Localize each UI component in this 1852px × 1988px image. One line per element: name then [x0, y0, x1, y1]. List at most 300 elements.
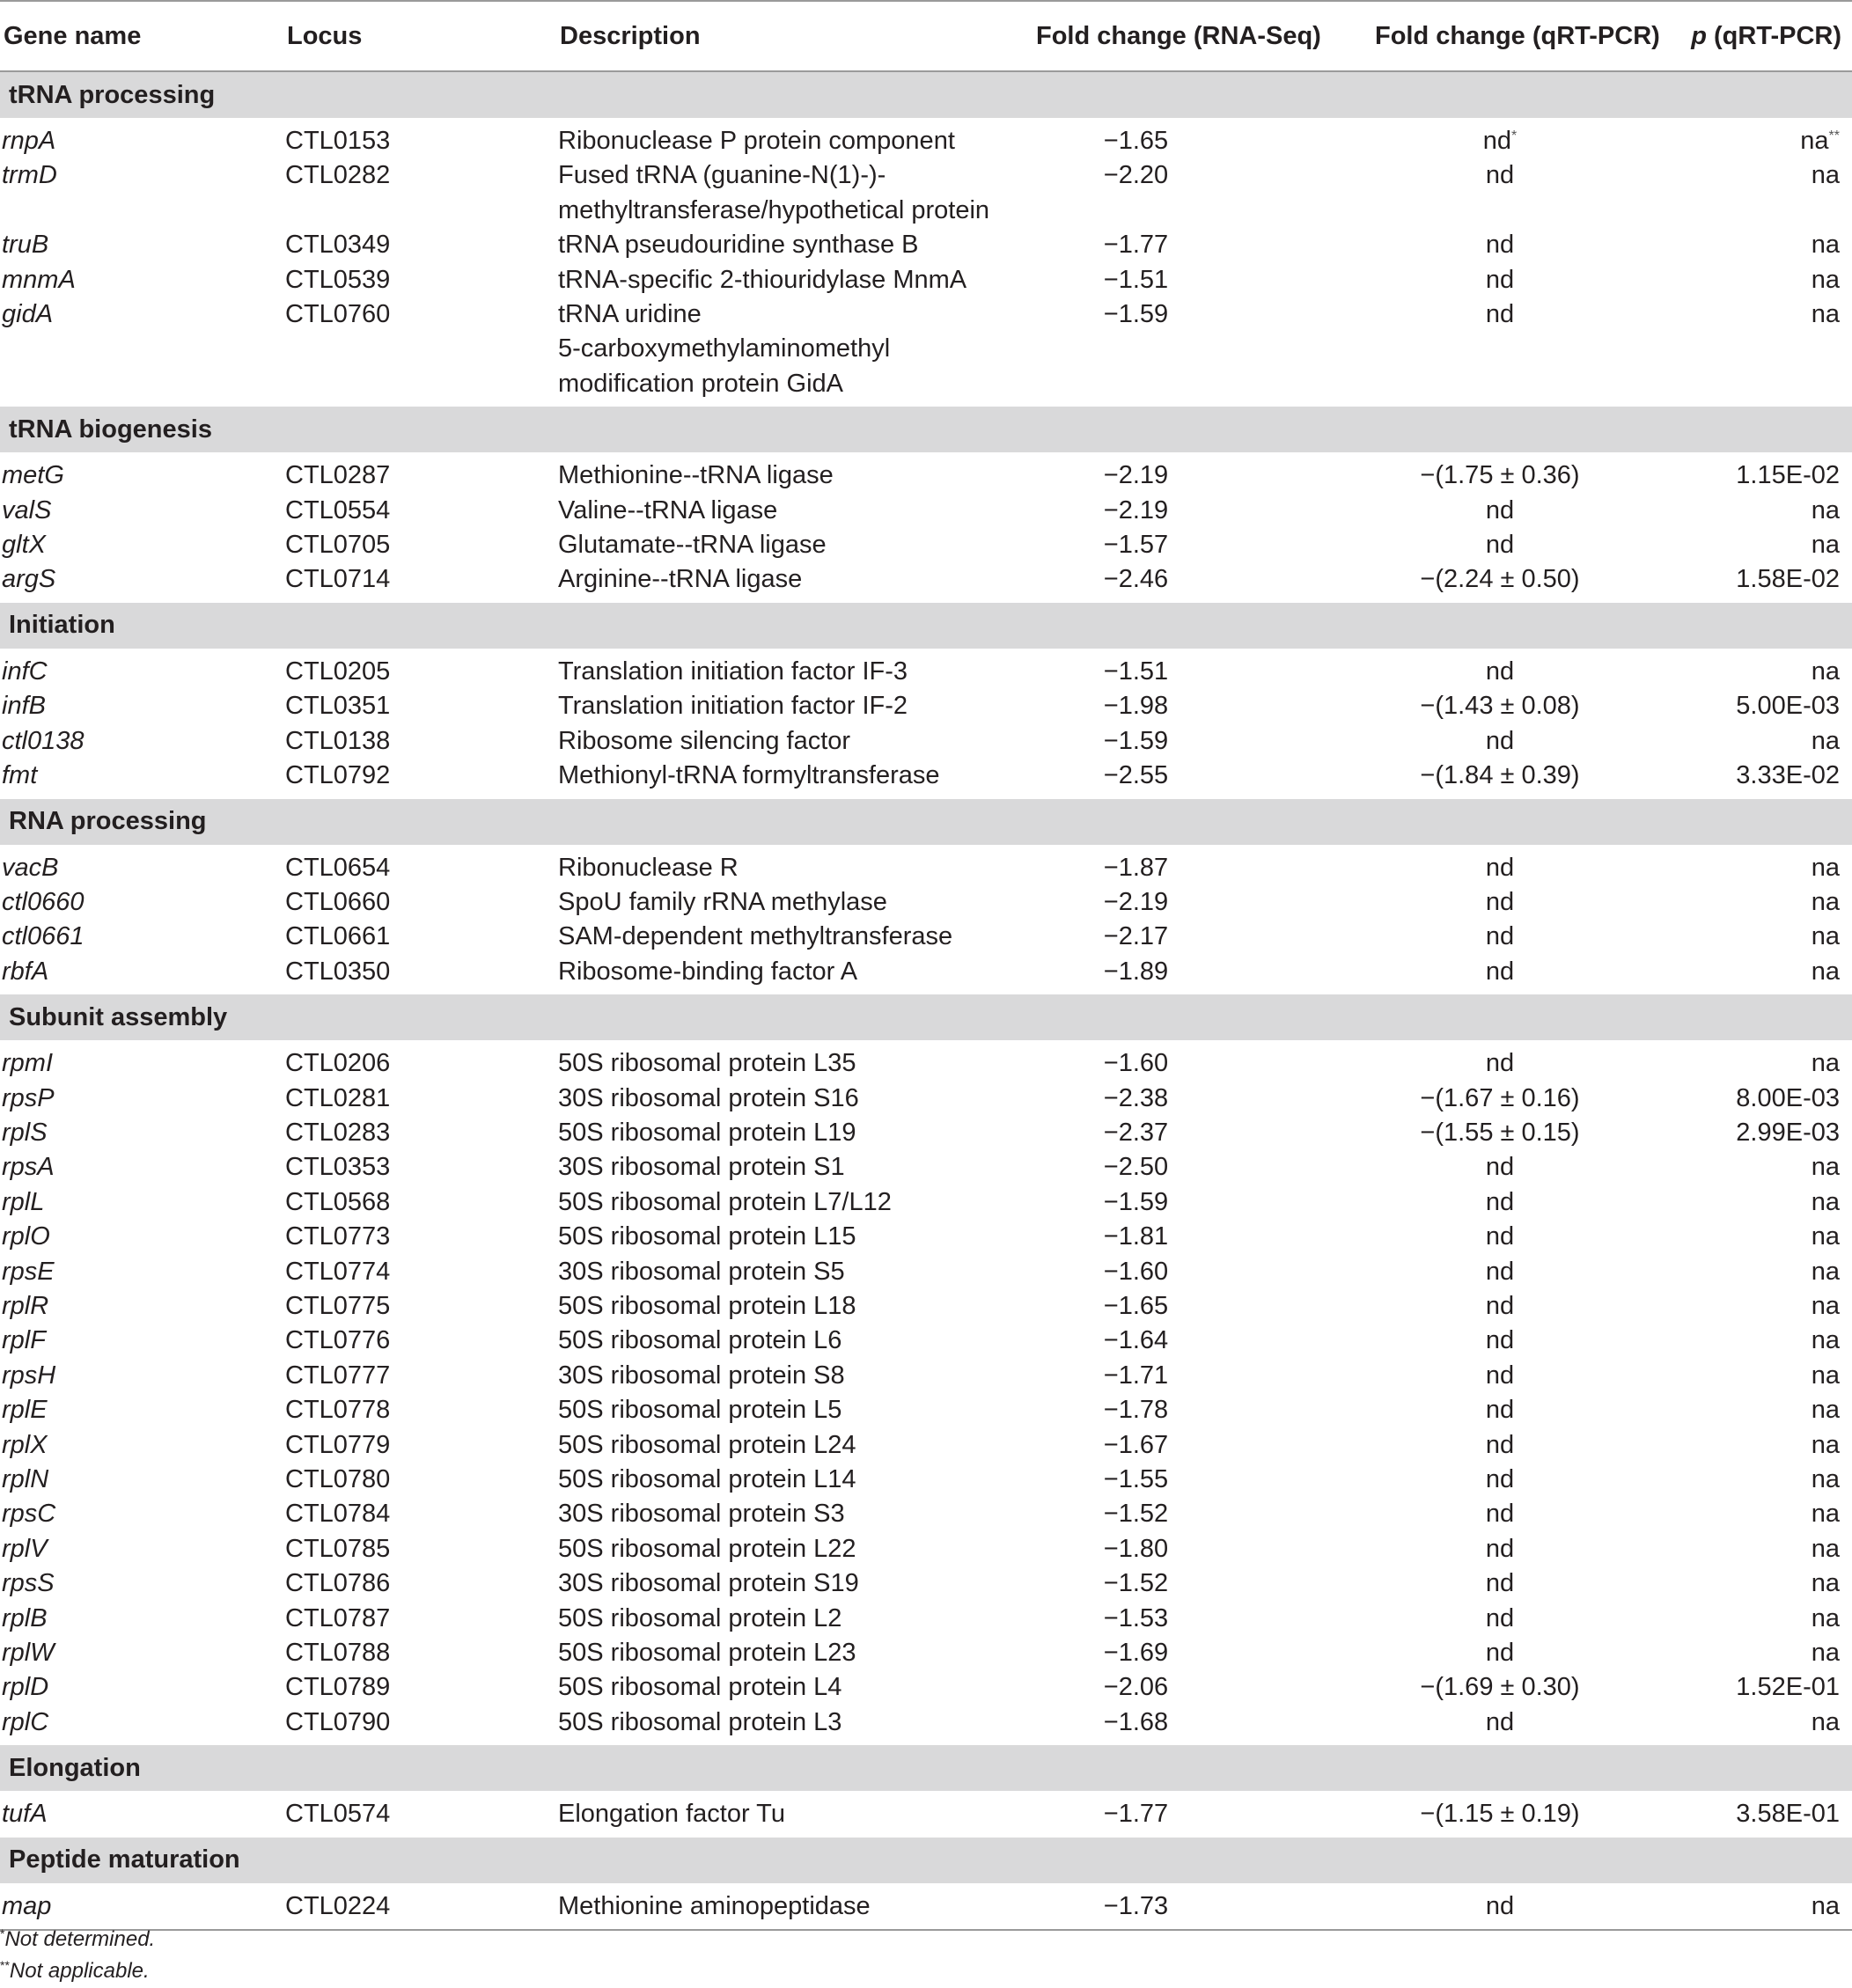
gene-name-cell-text: mnmA — [2, 265, 76, 294]
locus-cell-text: CTL0787 — [285, 1603, 391, 1632]
table-row — [0, 1359, 1852, 1393]
p-value-cell — [1658, 759, 1852, 798]
gene-name-cell — [0, 955, 283, 994]
locus-cell-text: CTL0773 — [285, 1222, 391, 1251]
fold-change-rnaseq-cell — [1036, 562, 1333, 602]
p-value-cell-text: na — [1811, 853, 1840, 882]
locus-cell — [283, 845, 556, 885]
header-row — [0, 1, 1852, 71]
table-row — [0, 494, 1852, 528]
section-header-row — [0, 1745, 1852, 1791]
table-row — [0, 885, 1852, 920]
fold-change-qrtpcr-cell — [1333, 528, 1658, 562]
p-value-cell-text: 1.52E-01 — [1736, 1673, 1840, 1702]
p-value-cell-text: na — [1811, 300, 1840, 329]
gene-name-cell — [0, 118, 283, 158]
gene-name-cell-text: rplF — [2, 1326, 46, 1355]
description-line: 50S ribosomal protein L24 — [558, 1430, 856, 1459]
description-line: 50S ribosomal protein L18 — [558, 1291, 856, 1320]
header-fold-change-rnaseq: Fold change (RNA-Seq) — [1036, 1, 1333, 71]
gene-name-cell-text: tufA — [2, 1800, 48, 1829]
table-row — [0, 228, 1852, 262]
table-row — [0, 1393, 1852, 1427]
p-value-cell-text: na — [1811, 1500, 1840, 1529]
description-cell — [556, 1602, 1036, 1636]
fold-change-qrtpcr-cell-text: nd — [1485, 1639, 1515, 1668]
description-line: Translation initiation factor IF-2 — [558, 692, 908, 721]
p-value-cell — [1658, 494, 1852, 528]
p-value-cell — [1658, 920, 1852, 954]
fold-change-rnaseq-cell — [1036, 1116, 1333, 1150]
p-value-cell — [1658, 1150, 1852, 1185]
gene-name-cell — [0, 1324, 283, 1358]
fold-change-rnaseq-cell — [1036, 955, 1333, 994]
table-body — [0, 71, 1852, 1930]
gene-name-cell-text: infB — [2, 692, 46, 721]
gene-name-cell — [0, 1220, 283, 1254]
description-cell — [556, 920, 1036, 954]
description-line: Ribosome silencing factor — [558, 726, 851, 755]
p-value-cell — [1658, 158, 1852, 228]
fold-change-qrtpcr-cell-text: nd — [1485, 1326, 1515, 1355]
fold-change-rnaseq-cell — [1036, 724, 1333, 759]
p-value-cell-text: na — [1811, 957, 1840, 986]
gene-name-cell — [0, 649, 283, 689]
description-line: Arginine--tRNA ligase — [558, 565, 803, 594]
description-line: Methionine--tRNA ligase — [558, 461, 834, 490]
description-cell — [556, 1791, 1036, 1837]
gene-name-cell-text: rplS — [2, 1118, 48, 1147]
fold-change-rnaseq-cell-text: −1.89 — [1103, 957, 1169, 986]
gene-name-cell — [0, 1636, 283, 1670]
description-cell — [556, 1463, 1036, 1497]
p-value-cell — [1658, 1359, 1852, 1393]
gene-name-cell — [0, 1040, 283, 1081]
locus-cell — [283, 494, 556, 528]
gene-name-cell — [0, 1428, 283, 1463]
fold-change-rnaseq-cell-text: −1.87 — [1103, 853, 1169, 882]
locus-cell-text: CTL0138 — [285, 726, 391, 755]
gene-name-cell-text: map — [2, 1891, 52, 1920]
fold-change-qrtpcr-cell-text: −(1.69 ± 0.30) — [1420, 1673, 1580, 1702]
fold-change-qrtpcr-cell — [1333, 1566, 1658, 1601]
fold-change-qrtpcr-cell-text: nd — [1485, 853, 1515, 882]
fold-change-qrtpcr-cell-text: nd — [1485, 1049, 1515, 1078]
locus-cell-text: CTL0205 — [285, 657, 391, 686]
p-value-cell-text: na — [1811, 1153, 1840, 1182]
fold-change-rnaseq-cell-text: −1.53 — [1103, 1603, 1169, 1632]
fold-change-qrtpcr-cell — [1333, 1463, 1658, 1497]
locus-cell — [283, 297, 556, 407]
fold-change-rnaseq-cell-text: −1.69 — [1103, 1639, 1169, 1668]
gene-name-cell-text: rnpA — [2, 127, 56, 155]
description-cell — [556, 1040, 1036, 1081]
locus-cell-text: CTL0287 — [285, 461, 391, 490]
p-value-cell-text: 1.15E-02 — [1736, 461, 1840, 490]
description-line: 50S ribosomal protein L35 — [558, 1049, 856, 1078]
locus-cell — [283, 649, 556, 689]
description-cell — [556, 1289, 1036, 1324]
gene-name-cell — [0, 759, 283, 798]
fold-change-qrtpcr-cell — [1333, 1150, 1658, 1185]
description-cell — [556, 1670, 1036, 1705]
locus-cell — [283, 1150, 556, 1185]
fold-change-rnaseq-cell-text: −2.50 — [1103, 1153, 1169, 1182]
fold-change-qrtpcr-cell-text: nd — [1485, 957, 1515, 986]
table-row — [0, 1532, 1852, 1566]
locus-cell — [283, 759, 556, 798]
description-line: 50S ribosomal protein L23 — [558, 1639, 856, 1668]
description-line: Methionyl-tRNA formyltransferase — [558, 761, 940, 790]
gene-name-cell-text: argS — [2, 565, 56, 594]
gene-name-cell-text: gidA — [2, 300, 54, 329]
p-value-cell-text: 1.58E-02 — [1736, 565, 1840, 594]
description-line: Translation initiation factor IF-3 — [558, 657, 908, 686]
gene-name-cell-text: rpsC — [2, 1500, 56, 1529]
table-row — [0, 724, 1852, 759]
header-p-value — [1658, 1, 1852, 71]
section-title: tRNA biogenesis — [0, 407, 1852, 452]
fold-change-qrtpcr-cell — [1333, 955, 1658, 994]
description-line: 30S ribosomal protein S8 — [558, 1361, 845, 1390]
description-line: 50S ribosomal protein L2 — [558, 1603, 842, 1632]
locus-cell — [283, 1289, 556, 1324]
gene-name-cell — [0, 1602, 283, 1636]
gene-name-cell-text: ctl0660 — [2, 887, 85, 916]
locus-cell-text: CTL0349 — [285, 231, 391, 260]
fold-change-qrtpcr-cell-text: nd — [1485, 1396, 1515, 1425]
table-row — [0, 158, 1852, 228]
fold-change-qrtpcr-cell — [1333, 1040, 1658, 1081]
fold-change-rnaseq-cell-text: −1.60 — [1103, 1257, 1169, 1286]
fold-change-rnaseq-cell — [1036, 228, 1333, 262]
fold-change-rnaseq-cell-text: −2.55 — [1103, 761, 1169, 790]
p-value-cell — [1658, 528, 1852, 562]
p-value-cell — [1658, 118, 1852, 158]
p-value-cell — [1658, 1324, 1852, 1358]
fold-change-qrtpcr-cell-text: −(1.75 ± 0.36) — [1420, 461, 1580, 490]
fold-change-rnaseq-cell-text: −1.51 — [1103, 657, 1169, 686]
table-row — [0, 1428, 1852, 1463]
description-cell — [556, 228, 1036, 262]
fold-change-rnaseq-cell-text: −1.59 — [1103, 300, 1169, 329]
fold-change-qrtpcr-cell-text: nd — [1485, 1465, 1515, 1493]
description-line: modification protein GidA — [558, 369, 843, 398]
gene-name-cell — [0, 562, 283, 602]
description-line: 30S ribosomal protein S3 — [558, 1500, 845, 1529]
description-line: 30S ribosomal protein S1 — [558, 1153, 845, 1182]
locus-cell — [283, 885, 556, 920]
description-cell — [556, 1636, 1036, 1670]
description-line: 50S ribosomal protein L5 — [558, 1396, 842, 1425]
footnote-marker: ** — [1828, 128, 1840, 143]
fold-change-rnaseq-cell-text: −1.59 — [1103, 726, 1169, 755]
description-cell — [556, 118, 1036, 158]
gene-name-cell-text: rpsE — [2, 1257, 55, 1286]
fold-change-qrtpcr-cell — [1333, 297, 1658, 407]
table-row — [0, 1791, 1852, 1837]
description-line: 50S ribosomal protein L4 — [558, 1673, 842, 1702]
description-cell — [556, 1255, 1036, 1289]
p-value-cell-text: na — [1811, 1361, 1840, 1390]
fold-change-qrtpcr-cell — [1333, 845, 1658, 885]
fold-change-rnaseq-cell — [1036, 1463, 1333, 1497]
section-title: Elongation — [0, 1745, 1852, 1791]
gene-name-cell-text: truB — [2, 231, 49, 260]
fold-change-qrtpcr-cell — [1333, 1220, 1658, 1254]
fold-change-rnaseq-cell-text: −2.20 — [1103, 161, 1169, 190]
description-line: 50S ribosomal protein L3 — [558, 1707, 842, 1736]
section-title: RNA processing — [0, 799, 1852, 845]
locus-cell-text: CTL0539 — [285, 265, 391, 294]
gene-name-cell-text: rpsP — [2, 1083, 55, 1112]
fold-change-rnaseq-cell — [1036, 1566, 1333, 1601]
p-value-cell — [1658, 452, 1852, 493]
table-row — [0, 1150, 1852, 1185]
gene-name-cell — [0, 920, 283, 954]
fold-change-rnaseq-cell-text: −1.64 — [1103, 1326, 1169, 1355]
fold-change-rnaseq-cell-text: −1.57 — [1103, 531, 1169, 560]
locus-cell — [283, 1532, 556, 1566]
p-value-cell — [1658, 1566, 1852, 1601]
p-value-cell — [1658, 1220, 1852, 1254]
locus-cell-text: CTL0153 — [285, 127, 391, 155]
fold-change-qrtpcr-cell-text: nd — [1485, 495, 1515, 525]
table-row — [0, 955, 1852, 994]
locus-cell-text: CTL0777 — [285, 1361, 391, 1390]
section-header-row — [0, 71, 1852, 118]
fold-change-rnaseq-cell — [1036, 1532, 1333, 1566]
locus-cell-text: CTL0774 — [285, 1257, 391, 1286]
fold-change-qrtpcr-cell — [1333, 1324, 1658, 1358]
description-cell — [556, 885, 1036, 920]
description-line: Ribonuclease P protein component — [558, 127, 955, 155]
fold-change-rnaseq-cell — [1036, 1497, 1333, 1531]
p-value-cell — [1658, 1040, 1852, 1081]
p-value-cell — [1658, 724, 1852, 759]
header-locus: Locus — [283, 1, 556, 71]
fold-change-rnaseq-cell — [1036, 1185, 1333, 1220]
fold-change-rnaseq-cell-text: −2.19 — [1103, 461, 1169, 490]
fold-change-qrtpcr-cell — [1333, 1791, 1658, 1837]
locus-cell — [283, 1463, 556, 1497]
description-cell — [556, 1706, 1036, 1745]
table-row — [0, 1463, 1852, 1497]
gene-name-cell-text: vacB — [2, 853, 59, 882]
fold-change-rnaseq-cell-text: −1.52 — [1103, 1569, 1169, 1598]
description-cell — [556, 494, 1036, 528]
description-line: tRNA-specific 2-thiouridylase MnmA — [558, 265, 967, 294]
fold-change-qrtpcr-cell-text: nd — [1485, 1291, 1515, 1320]
description-cell — [556, 263, 1036, 297]
description-cell — [556, 158, 1036, 228]
p-value-cell — [1658, 1428, 1852, 1463]
p-value-cell — [1658, 689, 1852, 723]
description-cell — [556, 649, 1036, 689]
gene-name-cell-text: rpsA — [2, 1153, 55, 1182]
fold-change-rnaseq-cell-text: −1.71 — [1103, 1361, 1169, 1390]
fold-change-rnaseq-cell-text: −1.77 — [1103, 231, 1169, 260]
p-value-cell — [1658, 1791, 1852, 1837]
p-value-cell-text: na — [1811, 1707, 1840, 1736]
table-row — [0, 1185, 1852, 1220]
gene-name-cell-text: rplN — [2, 1465, 49, 1493]
fold-change-rnaseq-cell — [1036, 452, 1333, 493]
description-cell — [556, 1532, 1036, 1566]
p-value-cell-text: na — [1811, 1639, 1840, 1668]
p-value-cell-text: na — [1811, 1465, 1840, 1493]
p-value-cell-text: 5.00E-03 — [1736, 692, 1840, 721]
fold-change-qrtpcr-cell — [1333, 1255, 1658, 1289]
p-value-cell-text: na — [1811, 1534, 1840, 1563]
locus-cell — [283, 1670, 556, 1705]
p-value-cell-text: na — [1811, 1291, 1840, 1320]
gene-name-cell-text: rpsS — [2, 1569, 55, 1598]
fold-change-qrtpcr-cell-text: nd — [1485, 657, 1515, 686]
locus-cell-text: CTL0760 — [285, 300, 391, 329]
locus-cell-text: CTL0206 — [285, 1049, 391, 1078]
fold-change-qrtpcr-cell-text: −(1.55 ± 0.15) — [1420, 1118, 1580, 1147]
gene-name-cell — [0, 452, 283, 493]
gene-name-cell-text: rplX — [2, 1430, 48, 1459]
fold-change-rnaseq-cell-text: −1.52 — [1103, 1500, 1169, 1529]
description-cell — [556, 759, 1036, 798]
gene-name-cell — [0, 845, 283, 885]
locus-cell-text: CTL0790 — [285, 1707, 391, 1736]
fold-change-rnaseq-cell-text: −1.60 — [1103, 1049, 1169, 1078]
table-row — [0, 649, 1852, 689]
p-value-cell-text: na — [1811, 887, 1840, 916]
description-cell — [556, 562, 1036, 602]
fold-change-rnaseq-cell — [1036, 1602, 1333, 1636]
fold-change-rnaseq-cell — [1036, 1220, 1333, 1254]
p-value-cell — [1658, 1883, 1852, 1930]
fold-change-rnaseq-cell-text: −2.19 — [1103, 495, 1169, 525]
fold-change-qrtpcr-cell — [1333, 885, 1658, 920]
locus-cell — [283, 724, 556, 759]
fold-change-rnaseq-cell — [1036, 1883, 1333, 1930]
description-line: 30S ribosomal protein S5 — [558, 1257, 845, 1286]
gene-name-cell — [0, 1289, 283, 1324]
gene-name-cell — [0, 1150, 283, 1185]
gene-name-cell — [0, 689, 283, 723]
gene-name-cell — [0, 1082, 283, 1116]
fold-change-qrtpcr-cell — [1333, 118, 1658, 158]
fold-change-qrtpcr-cell-text: nd — [1485, 231, 1515, 260]
table-row — [0, 1706, 1852, 1745]
section-header-row — [0, 603, 1852, 649]
description-line: 50S ribosomal protein L6 — [558, 1326, 842, 1355]
locus-cell — [283, 1324, 556, 1358]
gene-name-cell — [0, 1185, 283, 1220]
description-cell — [556, 1428, 1036, 1463]
locus-cell-text: CTL0780 — [285, 1465, 391, 1493]
table-header — [0, 1, 1852, 71]
description-line: Elongation factor Tu — [558, 1800, 785, 1829]
description-line: SAM-dependent methyltransferase — [558, 922, 953, 951]
fold-change-rnaseq-cell-text: −2.38 — [1103, 1083, 1169, 1112]
fold-change-qrtpcr-cell-text: nd — [1485, 1603, 1515, 1632]
section-title: Initiation — [0, 603, 1852, 649]
fold-change-rnaseq-cell-text: −1.55 — [1103, 1465, 1169, 1493]
description-line: tRNA pseudouridine synthase B — [558, 231, 919, 260]
footnotes — [0, 1924, 155, 1987]
description-cell — [556, 1497, 1036, 1531]
fold-change-qrtpcr-cell — [1333, 1393, 1658, 1427]
p-value-cell-text: na — [1811, 1430, 1840, 1459]
fold-change-qrtpcr-cell — [1333, 689, 1658, 723]
table-row — [0, 845, 1852, 885]
table-row — [0, 1670, 1852, 1705]
fold-change-qrtpcr-cell-text: −(1.43 ± 0.08) — [1420, 692, 1580, 721]
p-value-cell — [1658, 1706, 1852, 1745]
fold-change-qrtpcr-cell-text: −(2.24 ± 0.50) — [1420, 565, 1580, 594]
fold-change-qrtpcr-cell — [1333, 1636, 1658, 1670]
p-value-cell — [1658, 885, 1852, 920]
footnote — [0, 1955, 155, 1987]
locus-cell — [283, 118, 556, 158]
gene-name-cell-text: rpsH — [2, 1361, 56, 1390]
locus-cell — [283, 1082, 556, 1116]
p-value-cell-text: na — [1811, 922, 1840, 951]
locus-cell-text: CTL0784 — [285, 1500, 391, 1529]
description-cell — [556, 297, 1036, 407]
fold-change-qrtpcr-cell-text: nd — [1482, 127, 1512, 155]
description-line: 30S ribosomal protein S19 — [558, 1569, 859, 1598]
fold-change-qrtpcr-cell — [1333, 1602, 1658, 1636]
description-line: 50S ribosomal protein L19 — [558, 1118, 856, 1147]
fold-change-qrtpcr-cell-text: −(1.67 ± 0.16) — [1420, 1083, 1580, 1112]
gene-name-cell — [0, 1255, 283, 1289]
footnote-marker: * — [1511, 128, 1518, 143]
locus-cell — [283, 452, 556, 493]
description-cell — [556, 689, 1036, 723]
locus-cell — [283, 1185, 556, 1220]
fold-change-rnaseq-cell — [1036, 528, 1333, 562]
p-value-cell-text: na — [1811, 1257, 1840, 1286]
locus-cell — [283, 689, 556, 723]
locus-cell-text: CTL0661 — [285, 922, 391, 951]
p-value-cell — [1658, 1082, 1852, 1116]
fold-change-qrtpcr-cell-text: nd — [1485, 1534, 1515, 1563]
fold-change-qrtpcr-cell-text: nd — [1485, 1707, 1515, 1736]
p-value-cell-text: na — [1811, 531, 1840, 560]
fold-change-rnaseq-cell — [1036, 1791, 1333, 1837]
table-row — [0, 1082, 1852, 1116]
gene-name-cell-text: fmt — [2, 761, 38, 790]
table-row — [0, 1116, 1852, 1150]
p-value-cell-text: na — [1811, 657, 1840, 686]
fold-change-rnaseq-cell — [1036, 1150, 1333, 1185]
fold-change-qrtpcr-cell — [1333, 1883, 1658, 1930]
fold-change-rnaseq-cell — [1036, 1040, 1333, 1081]
p-value-cell — [1658, 1116, 1852, 1150]
locus-cell — [283, 1393, 556, 1427]
fold-change-qrtpcr-cell-text: nd — [1485, 726, 1515, 755]
footnote-mark: * — [0, 1926, 5, 1940]
locus-cell-text: CTL0788 — [285, 1639, 391, 1668]
header-p-rest: (qRT-PCR) — [1706, 21, 1841, 50]
gene-name-cell-text: rplB — [2, 1603, 48, 1632]
description-line: Methionine aminopeptidase — [558, 1891, 871, 1920]
p-value-cell-text: na — [1811, 161, 1840, 190]
fold-change-qrtpcr-cell — [1333, 1185, 1658, 1220]
fold-change-rnaseq-cell-text: −1.59 — [1103, 1187, 1169, 1216]
locus-cell — [283, 228, 556, 262]
gene-name-cell — [0, 1532, 283, 1566]
fold-change-rnaseq-cell — [1036, 1428, 1333, 1463]
table-row — [0, 263, 1852, 297]
